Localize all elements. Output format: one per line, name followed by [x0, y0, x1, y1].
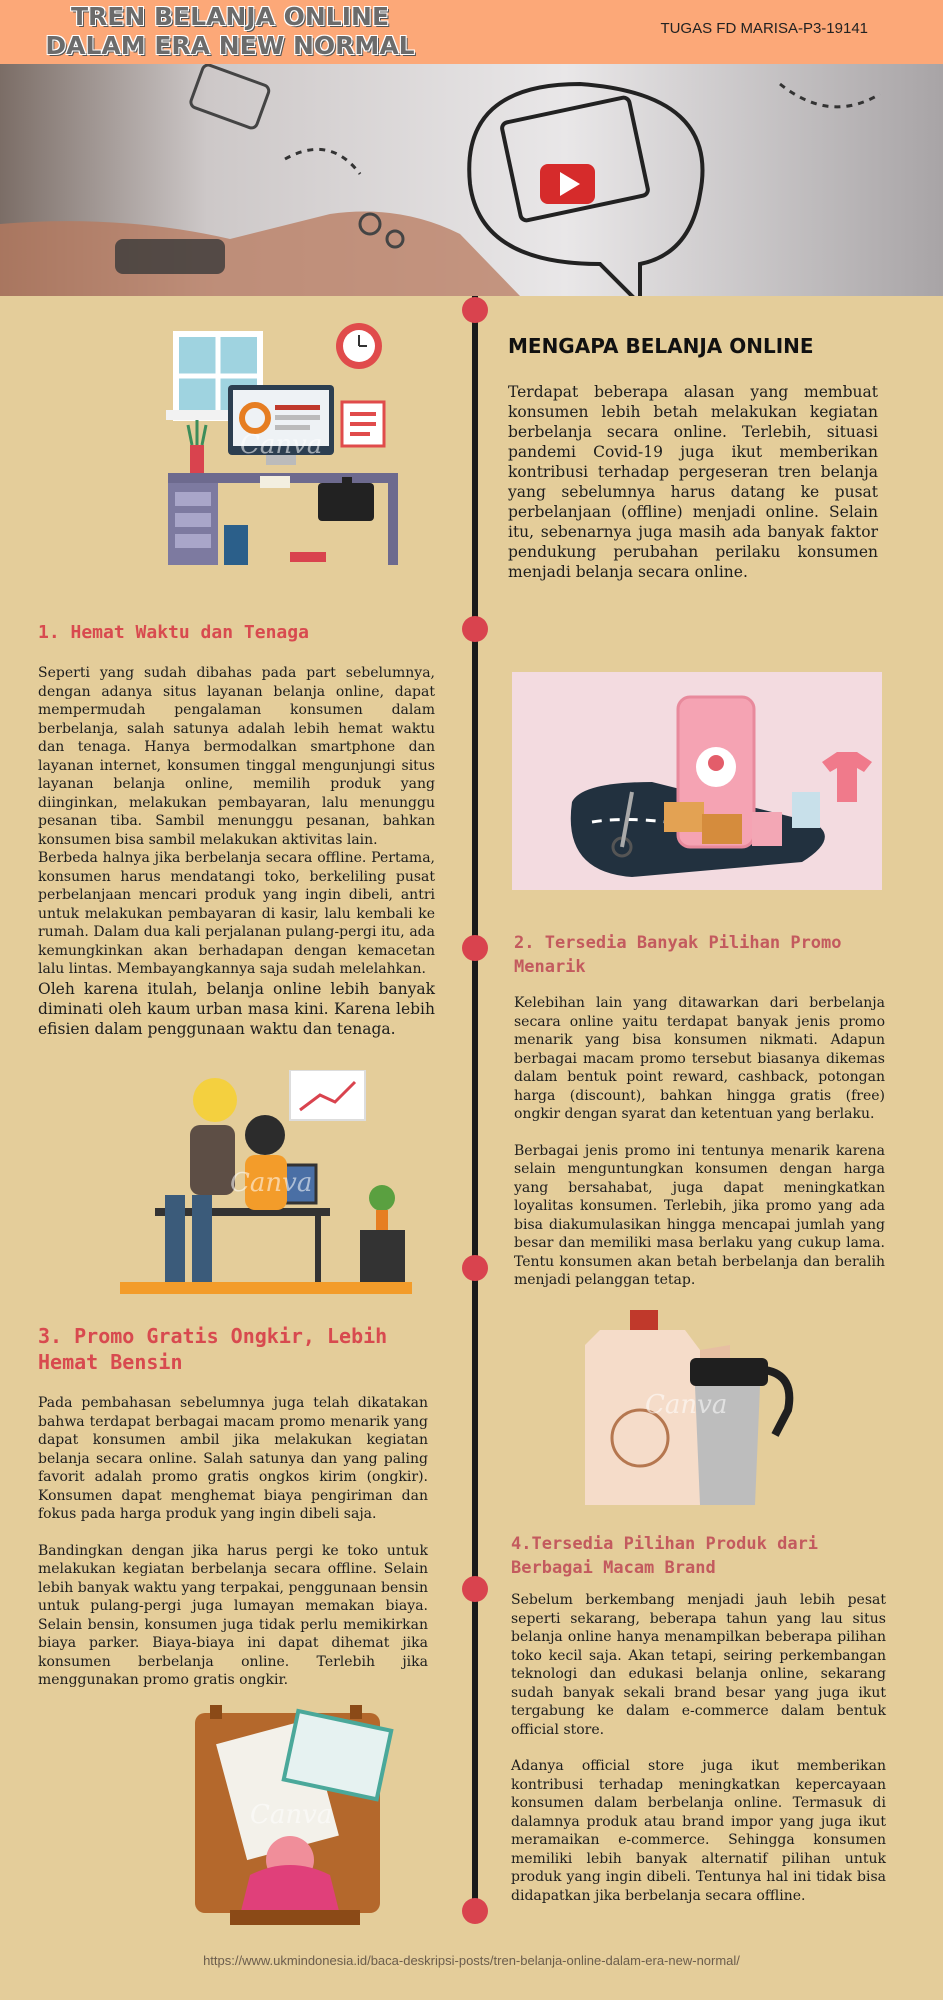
section3-title: 3. Promo Gratis Ongkir, Lebih Hemat Bensin: [38, 1324, 388, 1374]
intro-paragraph: Terdapat beberapa alasan yang membuat konsumen lebih betah melakukan kegiatan berbelanja secara online. Terlebih, situasi pandemi Covid-19 juga ikut memberikan kontribusi terhadap pergeseran tren belanja yang sebelumnya harus datang ke pusat perbelanjaan (offline) menjadi online. Selain itu, sebenarnya juga masih ada banyak faktor pendukung perubahan perilaku konsumen menjadi belanja secara online.: [508, 383, 878, 581]
source-url: https://www.ukmindonesia.id/baca-deskripsi-posts/tren-belanja-online-dalam-era-new-normal/: [203, 1953, 740, 1968]
section3-body: [38, 1394, 428, 1690]
timeline-line: [472, 296, 478, 1916]
timeline-dot: [462, 935, 488, 961]
timeline-dot: [462, 1576, 488, 1602]
timeline-dot: [462, 616, 488, 642]
title-line-1: TREN BELANJA ONLINE: [70, 2, 390, 31]
section2-body: [514, 994, 885, 1290]
section4-body: [511, 1591, 886, 1905]
section4-paragraph-1: Sebelum berkembang menjadi jauh lebih pesat seperti sekarang, beberapa tahun yang lau situs belanja online hanya menampilkan beberapa pilihan toko kecil saja. Akan tetapi, seiring perkembangan teknologi dan edukasi belanja online, sekarang sudah banyak sekali brand besar yang juga ikut tergabung ke dalam e-commerce dalam bentuk official store.: [511, 1592, 886, 1738]
banner-illustration: [0, 64, 943, 296]
timeline-dot: [462, 1255, 488, 1281]
section2-title: 2. Tersedia Banyak Pilihan Promo Menarik: [514, 933, 842, 977]
section1-title: 1. Hemat Waktu dan Tenaga: [38, 622, 309, 643]
section1-paragraph-1: Seperti yang sudah dibahas pada part sebelumnya, dengan adanya situs layanan belanja online, dapat mempermudah pengalaman konsumen dalam berbelanja, salah satunya adalah lebih hemat waktu dan tenaga. Hanya bermodalkan smartphone dan layanan internet, konsumen tinggal mengunjungi situs layanan belanja online, memilih produk yang diinginkan, melakukan pembayaran, lalu menunggu pesanan tiba. Sambil menunggu pesanan, bahkan konsumen bisa sambil melakukan aktivitas lain.: [38, 665, 435, 848]
banner-image: [0, 64, 943, 296]
section1-body: [38, 664, 435, 1039]
canva-watermark: Canva: [240, 430, 323, 460]
phone-shopping-illustration: [512, 672, 882, 890]
section3-paragraph-1: Pada pembahasan sebelumnya juga telah dikatakan bahwa terdapat berbagai macam promo menarik yang dapat konsumen ambil jika melakukan kegiatan belanja secara online. Salah satunya dan yang paling favorit adalah promo gratis ongkos kirim (ongkir). Konsumen dapat menghemat biaya pengiriman dan fokus pada harga produk yang ingin dibeli saja.: [38, 1395, 428, 1522]
section1-paragraph-2: Berbeda halnya jika berbelanja secara offline. Pertama, konsumen harus mendatangi toko, berkeliling pusat perbelanjaan mencari produk yang ingin dibeli, antri untuk melakukan pembayaran di kasir, lalu kembali ke rumah. Dalam dua kali perjalanan pulang-pergi itu, ada kemungkinkan akan berhadapan dengan kemacetan lalu lintas. Membayangkannya saja sudah melelahkan.: [38, 850, 435, 977]
section4-title: 4.Tersedia Pilihan Produk dari Berbagai Macam Brand: [511, 1534, 819, 1578]
section1-paragraph-3: Oleh karena itulah, belanja online lebih banyak diminati oleh kaum urban masa kini. Karena lebih efisien dalam penggunaan waktu dan tenaga.: [38, 979, 435, 1038]
page-title: [20, 2, 440, 60]
intro-heading: MENGAPA BELANJA ONLINE: [508, 334, 814, 358]
section3-paragraph-2: Bandingkan dengan jika harus pergi ke toko untuk melakukan kegiatan berbelanja secara offline. Selain lebih banyak waktu yang terpakai, penggunaan bensin untuk pulang-pergi juga lumayan memakan biaya. Selain bensin, konsumen juga tidak perlu memikirkan biaya parker. Biaya-biaya ini dapat dihemat jika konsumen berbelanja online. Terlebih jika menggunakan promo gratis ongkir.: [38, 1542, 428, 1688]
timeline-dot: [462, 297, 488, 323]
section2-paragraph-1: Kelebihan lain yang ditawarkan dari berbelanja secara online yaitu terdapat banyak jenis promo menarik yang bisa konsumen nikmati. Adapun berbagai macam promo tersebut biasanya dikemas dalam bentuk point reward, cashback, potongan harga (discount), bahkan hingga gratis (free) ongkir dengan syarat dan ketentuan yang berlaku.: [514, 995, 885, 1122]
assignment-label: TUGAS FD MARISA-P3-19141: [660, 20, 868, 37]
canva-watermark: Canva: [230, 1168, 313, 1198]
section4-paragraph-2: Adanya official store juga ikut memberikan kontribusi terhadap meningkatkan kepercayaan konsumen dalam berbelanja online. Termasuk di dalamnya produk atau brand impor yang juga ikut meramaikan e-commerce. Sehingga konsumen memiliki lebih banyak alternatif pilihan untuk produk yang ingin dibeli. Tentunya hal ini tidak bisa didapatkan jika berbelanja secara offline.: [511, 1758, 886, 1904]
title-line-2: DALAM ERA NEW NORMAL: [45, 31, 415, 60]
canva-watermark: Canva: [645, 1390, 728, 1420]
canva-watermark: Canva: [250, 1800, 333, 1830]
timeline-dot: [462, 1898, 488, 1924]
section2-paragraph-2: Berbagai jenis promo ini tentunya menarik karena selain menguntungkan konsumen dengan harga yang bersahabat, juga dapat meningkatkan loyalitas konsumen. Terlebih, jika promo yang ada bisa diakumulasikan hingga mencapai jumlah yang besar dan memiliki masa berlaku yang cukup lama. Tentu konsumen akan betah berbelanja dan beralih menjadi pelanggan tetap.: [514, 1142, 885, 1288]
